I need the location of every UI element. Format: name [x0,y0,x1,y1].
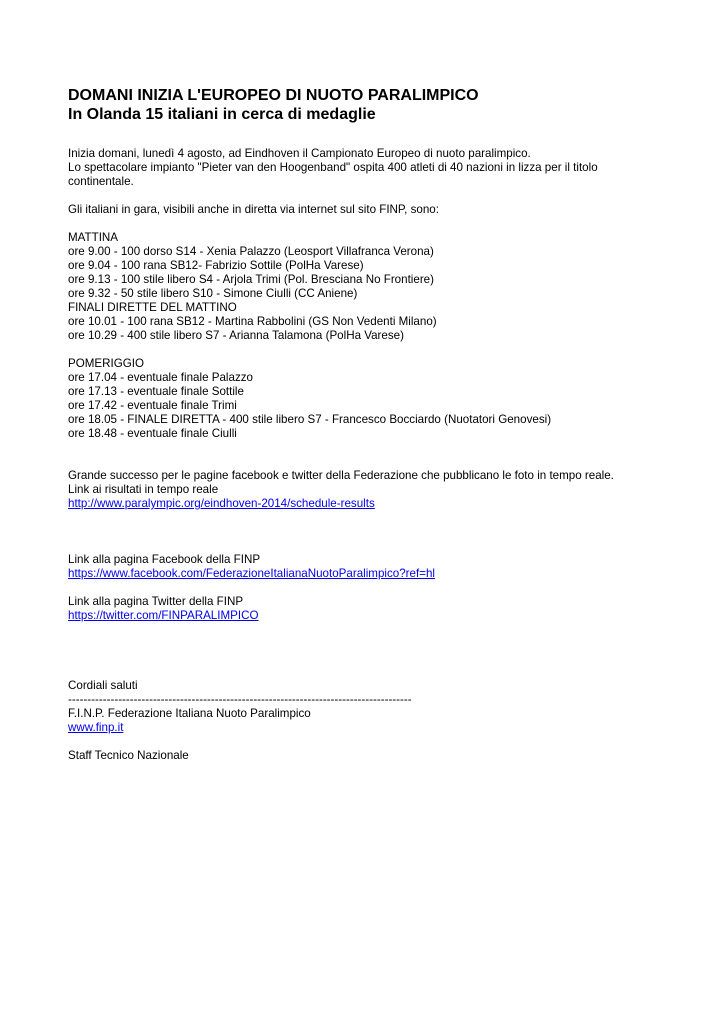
afternoon-event: ore 18.05 - FINALE DIRETTA - 400 stile libero S7 - Francesco Bocciardo (Nuotatori Genovesi) [68,413,552,426]
morning-finals-heading: FINALI DIRETTE DEL MATTINO [68,301,237,314]
afternoon-event: ore 17.13 - eventuale finale Sottile [68,385,244,398]
morning-final: ore 10.01 - 100 rana SB12 - Martina Rabbolini (GS Non Vedenti Milano) [68,315,437,328]
morning-final: ore 10.29 - 400 stile libero S7 - Arianna Talamona (PolHa Varese) [68,329,404,342]
twitter-label: Link alla pagina Twitter della FINP [68,595,244,608]
success-text: Grande successo per le pagine facebook e twitter della Federazione che pubblicano le foto in tempo reale. [68,469,614,482]
italians-intro-text: Gli italiani in gara, visibili anche in diretta via internet sul sito FINP, sono: [68,203,439,216]
document-page [68,86,668,763]
intro-paragraph [68,147,668,189]
italians-intro [68,203,668,217]
afternoon-section [68,357,668,441]
website-link[interactable]: www.finp.it [68,721,124,734]
morning-section [68,231,668,343]
staff-section [68,749,668,763]
document-title [68,86,668,124]
morning-event: ore 9.13 - 100 stile libero S4 - Arjola Trimi (Pol. Bresciana No Frontiere) [68,273,434,286]
morning-heading: MATTINA [68,231,119,244]
morning-event: ore 9.04 - 100 rana SB12- Fabrizio Sottile (PolHa Varese) [68,259,364,272]
closing-section [68,679,668,735]
greeting: Cordiali saluti [68,679,138,692]
facebook-section [68,553,668,581]
afternoon-heading: POMERIGGIO [68,357,145,370]
social-section [68,469,668,511]
results-label: Link ai risultati in tempo reale [68,483,219,496]
afternoon-event: ore 17.42 - eventuale finale Trimi [68,399,237,412]
separator: ----------------------------------------------------------------------------------------- [68,693,412,706]
facebook-label: Link alla pagina Facebook della FINP [68,553,261,566]
twitter-section [68,595,668,623]
results-link[interactable]: http://www.paralympic.org/eindhoven-2014/schedule-results [68,497,375,510]
morning-event: ore 9.00 - 100 dorso S14 - Xenia Palazzo (Leosport Villafranca Verona) [68,245,434,258]
title-line-2: In Olanda 15 italiani in cerca di medaglie [68,106,376,123]
morning-event: ore 9.32 - 50 stile libero S10 - Simone Ciulli (CC Aniene) [68,287,358,300]
afternoon-event: ore 18.48 - eventuale finale Ciulli [68,427,237,440]
title-line-1: DOMANI INIZIA L'EUROPEO DI NUOTO PARALIMPICO [68,87,479,104]
twitter-link[interactable]: https://twitter.com/FINPARALIMPICO [68,609,259,622]
facebook-link[interactable]: https://www.facebook.com/FederazioneItalianaNuotoParalimpico?ref=hl [68,567,436,580]
intro-line-1: Inizia domani, lunedì 4 agosto, ad Eindhoven il Campionato Europeo di nuoto paralimpico. [68,147,531,160]
organization-name: F.I.N.P. Federazione Italiana Nuoto Paralimpico [68,707,311,720]
staff-signature: Staff Tecnico Nazionale [68,749,189,762]
intro-line-2: Lo spettacolare impianto "Pieter van den Hoogenband" ospita 400 atleti di 40 nazioni in lizza per il titolo continentale. [68,161,598,188]
afternoon-event: ore 17.04 - eventuale finale Palazzo [68,371,253,384]
